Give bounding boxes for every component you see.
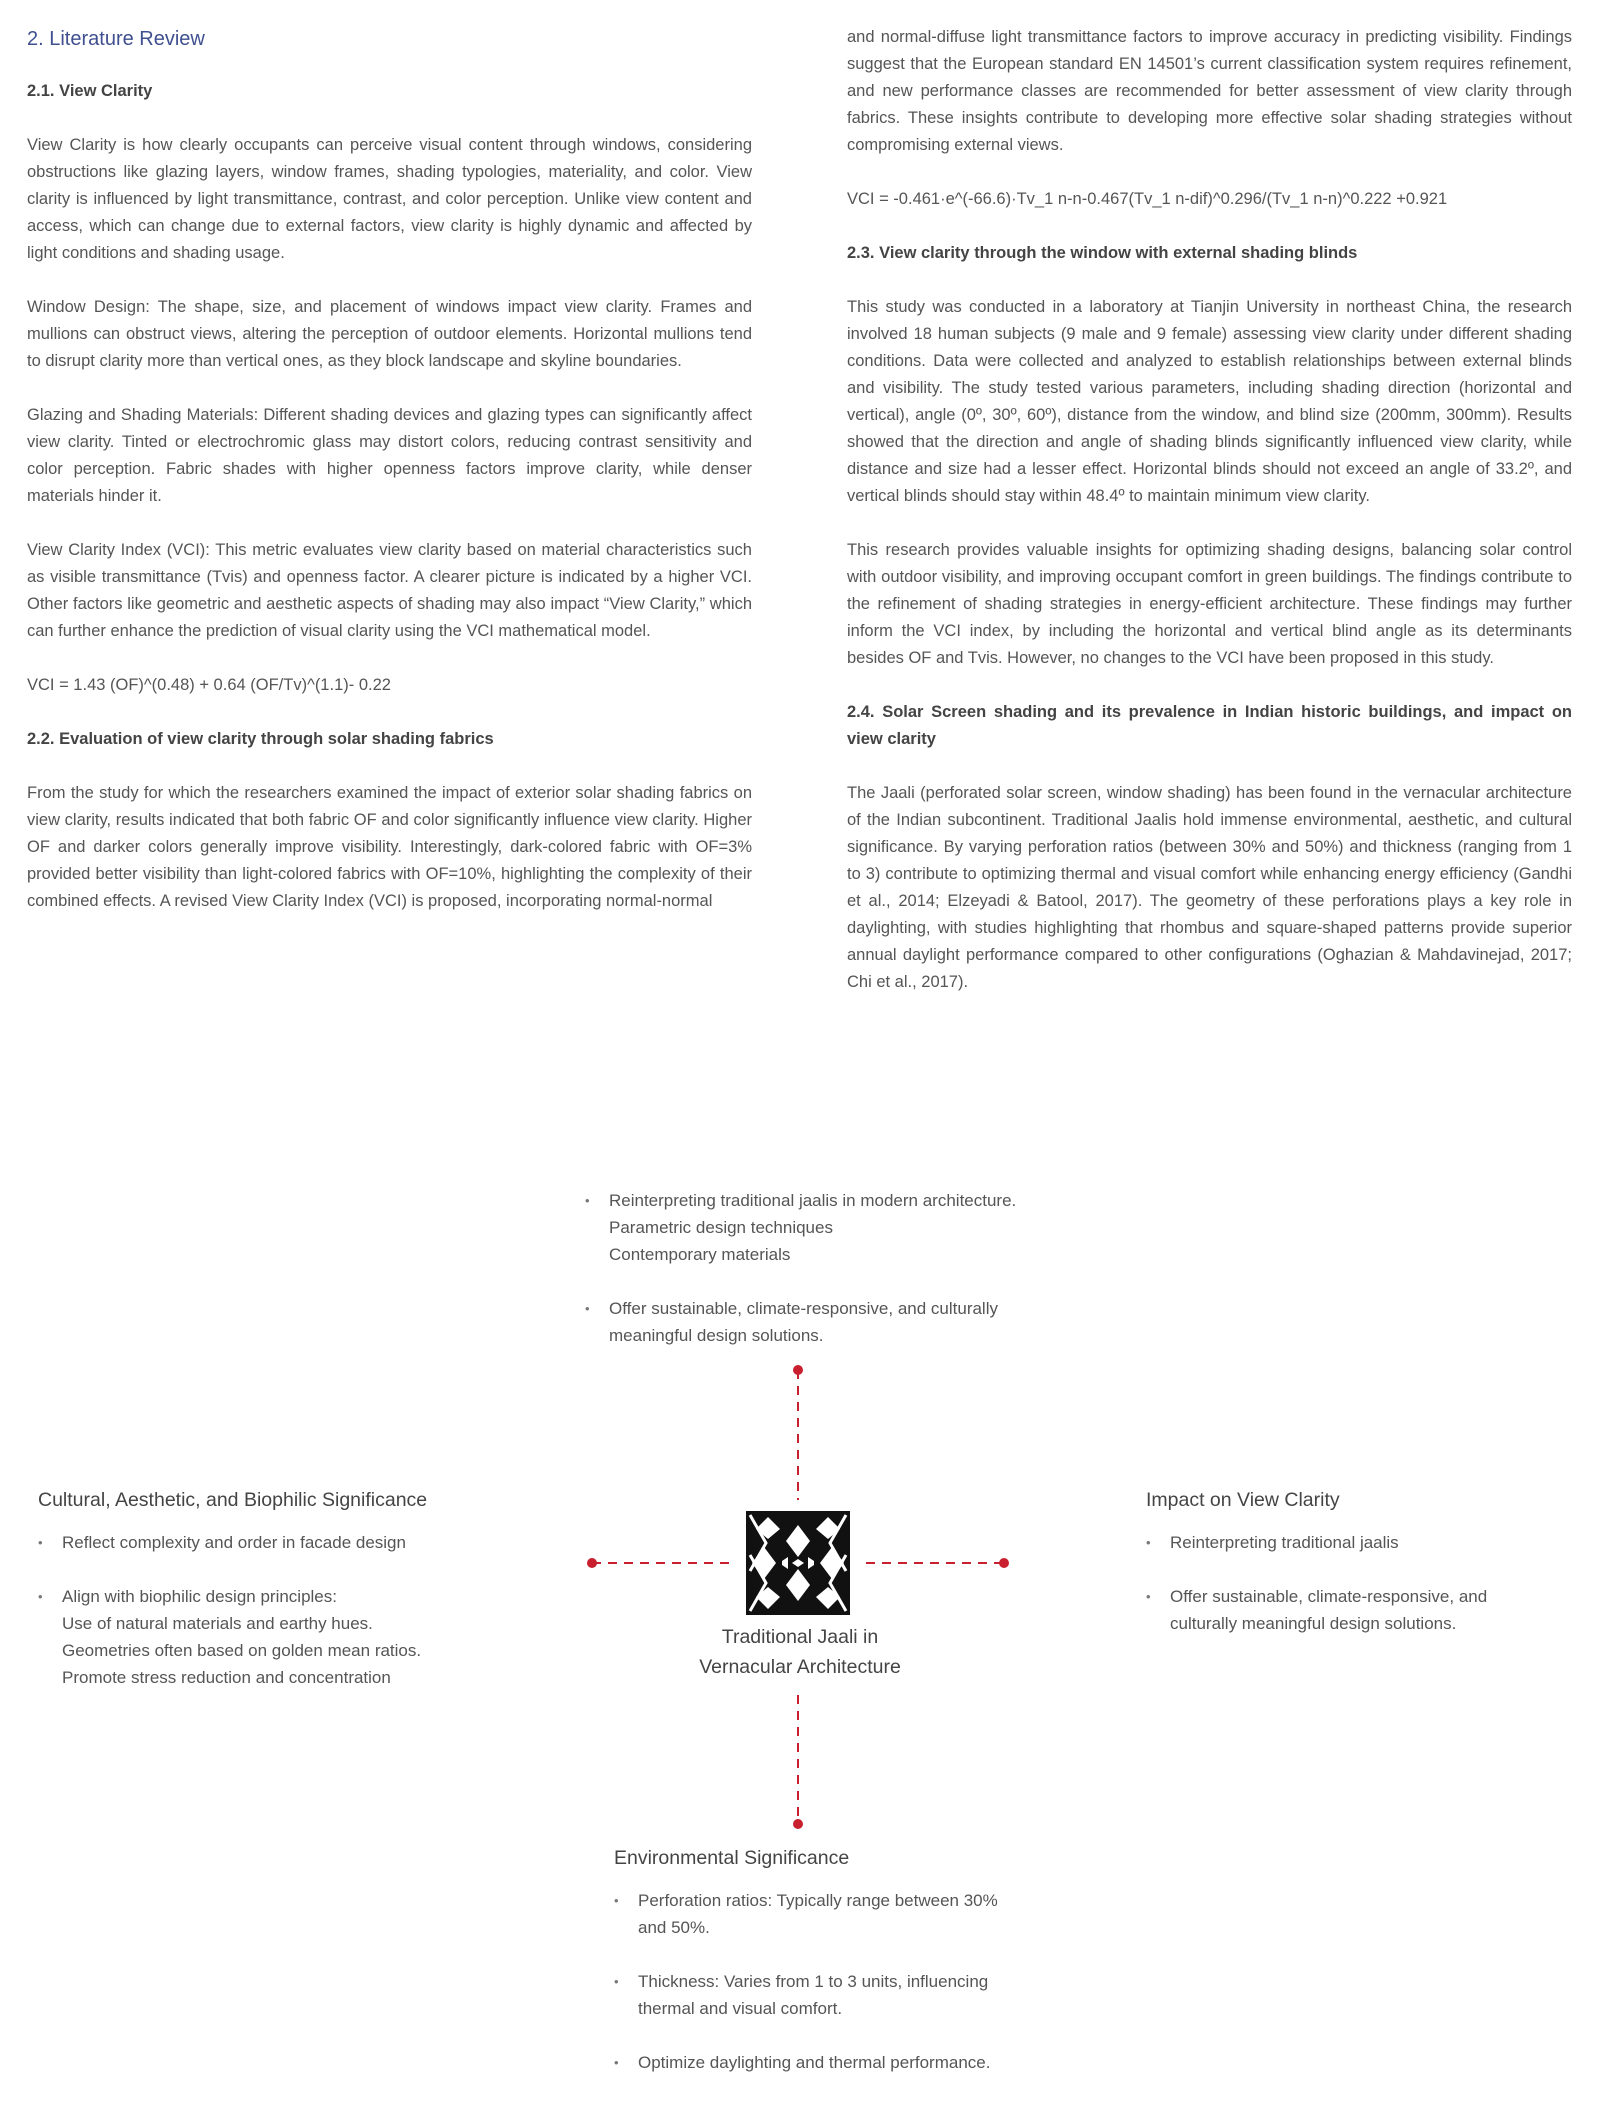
right-item-2: • Offer sustainable, climate-responsive, and culturally meaningful design solutions. — [1146, 1587, 1488, 1633]
heading-2-4: 2.4. Solar Screen shading and its prevalence in Indian historic buildings, and impact on view clarity — [847, 703, 1572, 748]
right-list — [1146, 1529, 1586, 1637]
left-column — [27, 24, 752, 942]
right-node-title: Impact on View Clarity — [1146, 1489, 1340, 1511]
right-item-1: • Reinterpreting traditional jaalis — [1146, 1533, 1399, 1552]
diagram-node-top — [585, 1187, 1105, 1376]
paragraph-insights: This research provides valuable insights for optimizing shading designs, balancing solar control with outdoor visibility, and improving occupant comfort in green buildings. The findings contribute to the refinement of shading strategies in energy-efficient architecture. These findings may further inform the VCI index, by including the horizontal and vertical blind angle as its determinants besides OF and Tvis. However, no changes to the VCI have been proposed in this study. — [847, 541, 1572, 667]
formula-vci-2: VCI = -0.461·e^(-66.6)·Tv_1 n-n-0.467(Tv_1 n-dif)^0.296/(Tv_1 n-n)^0.222 +0.921 — [847, 190, 1448, 208]
diagram-node-bottom — [614, 1843, 1134, 2103]
heading-2-2: 2.2. Evaluation of view clarity through solar shading fabrics — [27, 730, 494, 748]
left-node-title: Cultural, Aesthetic, and Biophilic Significance — [38, 1489, 428, 1511]
top-item-1: • Reinterpreting traditional jaalis in modern architecture. Parametric design techniques Contemporary materials — [585, 1191, 1017, 1264]
diagram-node-right — [1146, 1485, 1586, 1664]
center-title-line-2: Vernacular Architecture — [699, 1656, 901, 1678]
paragraph-tianjin: This study was conducted in a laboratory at Tianjin University in northeast China, the research involved 18 human subjects (9 male and 9 female) assessing view clarity under different shading conditions. Data were collected and analyzed to establish relationships between external blinds and visibility. The study tested various parameters, including shading direction (horizontal and vertical), angle (0º, 30º, 60º), distance from the window, and blind size (200mm, 300mm). Results showed that the direction and angle of shading blinds significantly influenced view clarity, while distance and size had a lesser effect. Horizontal blinds should not exceed an angle of 33.2º, and vertical blinds should stay within 48.4º to maintain minimum view clarity. — [847, 298, 1572, 505]
heading-2-3: 2.3. View clarity through the window with external shading blinds — [847, 244, 1358, 262]
bottom-item-2: • Thickness: Varies from 1 to 3 units, influencing thermal and visual comfort. — [614, 1972, 989, 2018]
paragraph-fabrics-cont: and normal-diffuse light transmittance factors to improve accuracy in predicting visibility. Findings suggest that the European standard EN 14501’s current classification system requires refinement, and new performance classes are recommended for better assessment of view clarity through fabrics. These insights contribute to developing more effective solar shading strategies without compromising external views. — [847, 28, 1572, 154]
paragraph-glazing: Glazing and Shading Materials: Different shading devices and glazing types can significantly affect view clarity. Tinted or electrochromic glass may distort colors, reducing contrast sensitivity and color perception. Fabric shades with higher openness factors improve clarity, while denser materials hinder it. — [27, 406, 752, 505]
top-list — [585, 1187, 1105, 1349]
paragraph-jaali: The Jaali (perforated solar screen, window shading) has been found in the vernacular architecture of the Indian subcontinent. Traditional Jaalis hold immense environmental, aesthetic, and cultural significance. By varying perforation ratios (between 30% and 50%) and thickness (ranging from 1 to 3) contribute to optimizing thermal and visual comfort while enhancing energy efficiency (Gandhi et al., 2014; Elzeyadi & Batool, 2017). The geometry of these perforations plays a key role in daylighting, with studies highlighting that rhombus and square-shaped patterns provide superior annual daylight performance compared to other configurations (Oghazian & Mahdavinejad, 2017; Chi et al., 2017). — [847, 784, 1572, 991]
bottom-node-title: Environmental Significance — [614, 1847, 850, 1869]
top-item-2: • Offer sustainable, climate-responsive, and culturally meaningful design solutions. — [585, 1299, 998, 1345]
bottom-list — [614, 1887, 1134, 2076]
paragraph-vci: View Clarity Index (VCI): This metric evaluates view clarity based on material characteristics such as visible transmittance (Tvis) and openness factor. A clearer picture is indicated by a higher VCI. Other factors like geometric and aesthetic aspects of shading may also impact “View Clarity,” which can further enhance the prediction of visual clarity using the VCI mathematical model. — [27, 541, 752, 640]
connector-left — [587, 1558, 730, 1568]
left-item-1: • Reflect complexity and order in facade design — [38, 1533, 406, 1552]
formula-vci-1: VCI = 1.43 (OF)^(0.48) + 0.64 (OF/Tv)^(1.1)- 0.22 — [27, 676, 391, 694]
diagram-node-left — [38, 1485, 558, 1718]
right-column — [847, 24, 1572, 1023]
jaali-pattern-icon — [746, 1511, 850, 1615]
left-list — [38, 1529, 558, 1691]
bottom-item-1: • Perforation ratios: Typically range between 30% and 50%. — [614, 1891, 998, 1937]
paragraph-view-clarity: View Clarity is how clearly occupants can perceive visual content through windows, considering obstructions like glazing layers, window frames, shading typologies, materiality, and color. View clarity is influenced by light transmittance, contrast, and color perception. Unlike view content and access, which can change due to external factors, view clarity is highly dynamic and affected by light conditions and shading usage. — [27, 136, 752, 262]
bottom-item-3: • Optimize daylighting and thermal performance. — [614, 2053, 991, 2072]
paragraph-window-design: Window Design: The shape, size, and placement of windows impact view clarity. Frames and mullions can obstruct views, altering the perception of outdoor elements. Horizontal mullions tend to disrupt clarity more than vertical ones, as they block landscape and skyline boundaries. — [27, 298, 752, 370]
connector-top — [793, 1365, 803, 1500]
connector-right — [866, 1558, 1009, 1568]
paragraph-fabrics: From the study for which the researchers examined the impact of exterior solar shading fabrics on view clarity, results indicated that both fabric OF and color significantly influence view clarity. Higher OF and darker colors generally improve visibility. Interestingly, dark-colored fabric with OF=3% provided better visibility than light-colored fabrics with OF=10%, highlighting the complexity of their combined effects. A revised View Clarity Index (VCI) is proposed, incorporating normal-normal — [27, 784, 752, 910]
section-title: 2. Literature Review — [27, 28, 205, 50]
diagram-center-title — [640, 1622, 960, 1682]
center-title-line-1: Traditional Jaali in — [721, 1626, 879, 1648]
heading-2-1: 2.1. View Clarity — [27, 82, 153, 100]
left-item-2: • Align with biophilic design principles: Use of natural materials and earthy hues. Geometries often based on golden mean ratios. Promote stress reduction and concentration — [38, 1587, 422, 1687]
connector-bottom — [793, 1695, 803, 1829]
